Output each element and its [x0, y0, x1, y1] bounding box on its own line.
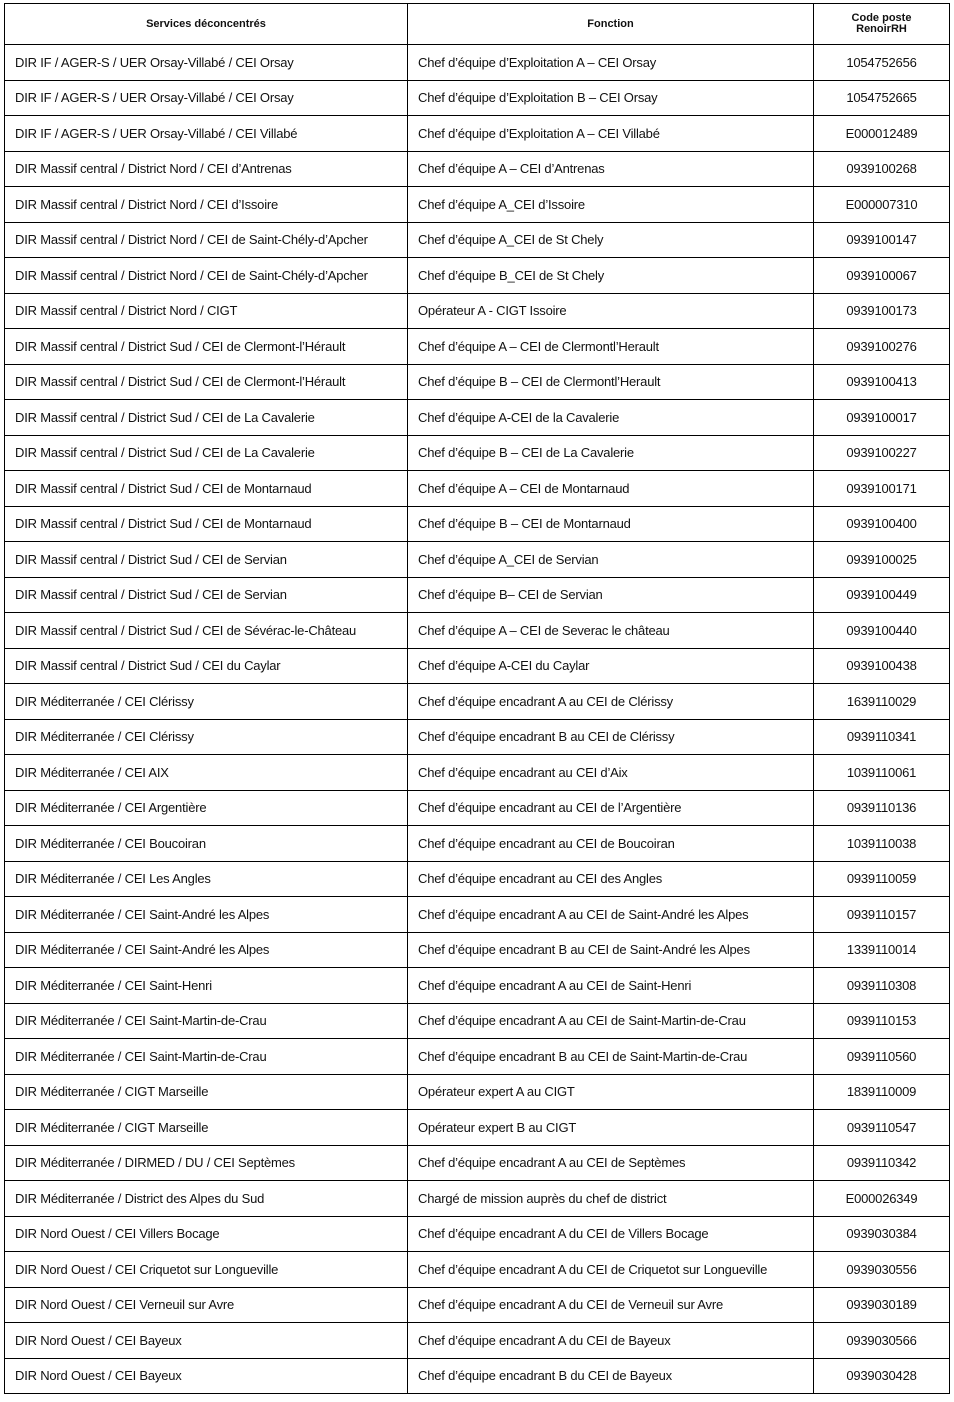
code-cell: 0939100400: [814, 506, 950, 542]
service-cell: DIR IF / AGER-S / UER Orsay-Villabé / CEI Orsay: [5, 80, 408, 116]
fonction-cell: Chef d’équipe A_CEI d’Issoire: [408, 187, 814, 223]
code-cell: 1054752656: [814, 45, 950, 81]
table-row: [5, 932, 950, 968]
code-cell: 1839110009: [814, 1074, 950, 1110]
code-cell: 0939100017: [814, 400, 950, 436]
fonction-cell: Chef d’équipe encadrant A du CEI de Criquetot sur Longueville: [408, 1252, 814, 1288]
code-cell: 0939100147: [814, 222, 950, 258]
code-cell: 0939100440: [814, 613, 950, 649]
fonction-cell: Chef d’équipe encadrant A au CEI de Clérissy: [408, 684, 814, 720]
fonction-cell: Chef d’équipe encadrant B au CEI de Saint-André les Alpes: [408, 932, 814, 968]
service-cell: DIR Méditerranée / CEI Boucoiran: [5, 826, 408, 862]
fonction-cell: Chef d’équipe d’Exploitation A – CEI Villabé: [408, 116, 814, 152]
service-cell: DIR Méditerranée / CIGT Marseille: [5, 1074, 408, 1110]
table-row: [5, 258, 950, 294]
code-cell: 0939100449: [814, 577, 950, 613]
service-cell: DIR Méditerranée / DIRMED / DU / CEI Septèmes: [5, 1145, 408, 1181]
fonction-cell: Chef d’équipe A-CEI du Caylar: [408, 648, 814, 684]
code-cell: 1339110014: [814, 932, 950, 968]
fonction-cell: Chargé de mission auprès du chef de district: [408, 1181, 814, 1217]
code-cell: 0939030566: [814, 1323, 950, 1359]
service-cell: DIR Méditerranée / CEI Saint-Martin-de-Crau: [5, 1003, 408, 1039]
fonction-cell: Chef d’équipe A-CEI de la Cavalerie: [408, 400, 814, 436]
table-row: [5, 826, 950, 862]
service-cell: DIR Massif central / District Sud / CEI de La Cavalerie: [5, 435, 408, 471]
table-row: [5, 1110, 950, 1146]
fonction-cell: Chef d’équipe encadrant au CEI d’Aix: [408, 755, 814, 791]
table-row: [5, 1074, 950, 1110]
fonction-cell: Chef d’équipe encadrant A au CEI de Saint-Henri: [408, 968, 814, 1004]
service-cell: DIR Méditerranée / CEI Argentière: [5, 790, 408, 826]
table-row: [5, 542, 950, 578]
code-cell: 0939100276: [814, 329, 950, 365]
service-cell: DIR Méditerranée / District des Alpes du Sud: [5, 1181, 408, 1217]
service-cell: DIR Nord Ouest / CEI Verneuil sur Avre: [5, 1287, 408, 1323]
table-row: [5, 1181, 950, 1217]
table-row: [5, 151, 950, 187]
fonction-cell: Chef d’équipe encadrant au CEI de l’Argentière: [408, 790, 814, 826]
service-cell: DIR Massif central / District Nord / CEI d’Antrenas: [5, 151, 408, 187]
table-row: [5, 719, 950, 755]
service-cell: DIR Massif central / District Sud / CEI du Caylar: [5, 648, 408, 684]
fonction-cell: Chef d’équipe B_CEI de St Chely: [408, 258, 814, 294]
table-row: [5, 435, 950, 471]
fonction-cell: Chef d’équipe B – CEI de Montarnaud: [408, 506, 814, 542]
fonction-cell: Chef d’équipe A – CEI de Montarnaud: [408, 471, 814, 507]
table-row: [5, 897, 950, 933]
service-cell: DIR Massif central / District Sud / CEI de Montarnaud: [5, 506, 408, 542]
table-row: [5, 1358, 950, 1394]
code-cell: 0939110547: [814, 1110, 950, 1146]
table-row: [5, 1039, 950, 1075]
table-row: [5, 506, 950, 542]
service-cell: DIR Massif central / District Sud / CEI de Clermont-l’Hérault: [5, 364, 408, 400]
code-cell: 0939100173: [814, 293, 950, 329]
fonction-cell: Chef d’équipe encadrant au CEI des Angles: [408, 861, 814, 897]
service-cell: DIR Massif central / District Nord / CEI d’Issoire: [5, 187, 408, 223]
table-row: [5, 116, 950, 152]
header-row: [5, 4, 950, 45]
service-cell: DIR Méditerranée / CEI Clérissy: [5, 684, 408, 720]
fonction-cell: Chef d’équipe encadrant B du CEI de Bayeux: [408, 1358, 814, 1394]
fonction-cell: Chef d’équipe encadrant A du CEI de Verneuil sur Avre: [408, 1287, 814, 1323]
code-cell: 0939100067: [814, 258, 950, 294]
code-cell: 0939100268: [814, 151, 950, 187]
service-cell: DIR Nord Ouest / CEI Bayeux: [5, 1358, 408, 1394]
code-cell: 0939100413: [814, 364, 950, 400]
table-row: [5, 45, 950, 81]
table-row: [5, 577, 950, 613]
code-cell: E000007310: [814, 187, 950, 223]
table-row: [5, 790, 950, 826]
code-cell: 0939110157: [814, 897, 950, 933]
fonction-cell: Chef d’équipe encadrant A au CEI de Septèmes: [408, 1145, 814, 1181]
code-cell: 0939030189: [814, 1287, 950, 1323]
table-row: [5, 400, 950, 436]
fonction-cell: Chef d’équipe encadrant A au CEI de Saint-Martin-de-Crau: [408, 1003, 814, 1039]
fonction-cell: Chef d’équipe encadrant B au CEI de Clérissy: [408, 719, 814, 755]
table-row: [5, 968, 950, 1004]
fonction-cell: Chef d’équipe A – CEI de Severac le château: [408, 613, 814, 649]
table-row: [5, 293, 950, 329]
service-cell: DIR Méditerranée / CEI AIX: [5, 755, 408, 791]
fonction-cell: Opérateur A - CIGT Issoire: [408, 293, 814, 329]
table-row: [5, 1287, 950, 1323]
table-row: [5, 613, 950, 649]
table-row: [5, 684, 950, 720]
table-row: [5, 1323, 950, 1359]
fonction-cell: Chef d’équipe A – CEI d’Antrenas: [408, 151, 814, 187]
code-cell: 0939110153: [814, 1003, 950, 1039]
fonction-cell: Chef d’équipe encadrant A au CEI de Saint-André les Alpes: [408, 897, 814, 933]
service-cell: DIR IF / AGER-S / UER Orsay-Villabé / CEI Villabé: [5, 116, 408, 152]
service-cell: DIR Massif central / District Sud / CEI de Montarnaud: [5, 471, 408, 507]
service-cell: DIR Nord Ouest / CEI Villers Bocage: [5, 1216, 408, 1252]
fonction-cell: Chef d’équipe encadrant au CEI de Boucoiran: [408, 826, 814, 862]
header-code-poste: [814, 4, 950, 45]
code-cell: 0939100227: [814, 435, 950, 471]
code-cell: 0939110560: [814, 1039, 950, 1075]
table-row: [5, 471, 950, 507]
fonction-cell: Chef d’équipe B– CEI de Servian: [408, 577, 814, 613]
table-row: [5, 222, 950, 258]
service-cell: DIR Méditerranée / CEI Les Angles: [5, 861, 408, 897]
header-fonction: Fonction: [408, 4, 814, 45]
fonction-cell: Opérateur expert A au CIGT: [408, 1074, 814, 1110]
table-body: [5, 45, 950, 1394]
fonction-cell: Chef d’équipe encadrant A du CEI de Villers Bocage: [408, 1216, 814, 1252]
service-cell: DIR Méditerranée / CEI Clérissy: [5, 719, 408, 755]
fonction-cell: Chef d’équipe A – CEI de Clermontl’Herault: [408, 329, 814, 365]
code-cell: 0939030384: [814, 1216, 950, 1252]
fonction-cell: Chef d’équipe B – CEI de Clermontl’Herault: [408, 364, 814, 400]
service-cell: DIR Nord Ouest / CEI Bayeux: [5, 1323, 408, 1359]
code-cell: 1039110061: [814, 755, 950, 791]
code-cell: 0939110059: [814, 861, 950, 897]
service-cell: DIR Massif central / District Sud / CEI de Servian: [5, 542, 408, 578]
header-services: Services déconcentrés: [5, 4, 408, 45]
table-row: [5, 648, 950, 684]
service-cell: DIR Massif central / District Nord / CIGT: [5, 293, 408, 329]
service-cell: DIR Nord Ouest / CEI Criquetot sur Longueville: [5, 1252, 408, 1288]
table-row: [5, 755, 950, 791]
fonction-cell: Chef d’équipe d’Exploitation A – CEI Orsay: [408, 45, 814, 81]
fonction-cell: Chef d’équipe encadrant A du CEI de Bayeux: [408, 1323, 814, 1359]
service-cell: DIR Méditerranée / CEI Saint-Martin-de-Crau: [5, 1039, 408, 1075]
service-cell: DIR Massif central / District Sud / CEI de La Cavalerie: [5, 400, 408, 436]
code-cell: 0939110341: [814, 719, 950, 755]
table-row: [5, 1003, 950, 1039]
code-cell: 0939030428: [814, 1358, 950, 1394]
code-cell: 0939100438: [814, 648, 950, 684]
table-row: [5, 187, 950, 223]
code-cell: 1639110029: [814, 684, 950, 720]
service-cell: DIR Méditerranée / CEI Saint-André les Alpes: [5, 932, 408, 968]
table-row: [5, 329, 950, 365]
service-cell: DIR Méditerranée / CEI Saint-Henri: [5, 968, 408, 1004]
table-row: [5, 1216, 950, 1252]
code-cell: E000026349: [814, 1181, 950, 1217]
service-cell: DIR Massif central / District Nord / CEI de Saint-Chély-d’Apcher: [5, 222, 408, 258]
service-cell: DIR Massif central / District Sud / CEI de Servian: [5, 577, 408, 613]
service-cell: DIR Méditerranée / CEI Saint-André les Alpes: [5, 897, 408, 933]
service-cell: DIR Massif central / District Sud / CEI de Clermont-l’Hérault: [5, 329, 408, 365]
code-cell: 0939110342: [814, 1145, 950, 1181]
service-cell: DIR Massif central / District Nord / CEI de Saint-Chély-d’Apcher: [5, 258, 408, 294]
table-row: [5, 861, 950, 897]
positions-table: [4, 3, 950, 1394]
service-cell: DIR Méditerranée / CIGT Marseille: [5, 1110, 408, 1146]
header-code-line2: RenoirRH: [856, 23, 907, 35]
table-row: [5, 1145, 950, 1181]
header-code-line1: Code poste: [851, 12, 912, 24]
code-cell: 1039110038: [814, 826, 950, 862]
code-cell: 0939100025: [814, 542, 950, 578]
fonction-cell: Chef d’équipe encadrant B au CEI de Saint-Martin-de-Crau: [408, 1039, 814, 1075]
code-cell: 0939110136: [814, 790, 950, 826]
table-row: [5, 364, 950, 400]
fonction-cell: Chef d’équipe A_CEI de St Chely: [408, 222, 814, 258]
fonction-cell: Opérateur expert B au CIGT: [408, 1110, 814, 1146]
code-cell: 0939100171: [814, 471, 950, 507]
fonction-cell: Chef d’équipe B – CEI de La Cavalerie: [408, 435, 814, 471]
table-row: [5, 80, 950, 116]
code-cell: 0939030556: [814, 1252, 950, 1288]
fonction-cell: Chef d’équipe d’Exploitation B – CEI Orsay: [408, 80, 814, 116]
code-cell: 0939110308: [814, 968, 950, 1004]
table-row: [5, 1252, 950, 1288]
fonction-cell: Chef d’équipe A_CEI de Servian: [408, 542, 814, 578]
service-cell: DIR Massif central / District Sud / CEI de Sévérac-le-Château: [5, 613, 408, 649]
code-cell: E000012489: [814, 116, 950, 152]
service-cell: DIR IF / AGER-S / UER Orsay-Villabé / CEI Orsay: [5, 45, 408, 81]
code-cell: 1054752665: [814, 80, 950, 116]
